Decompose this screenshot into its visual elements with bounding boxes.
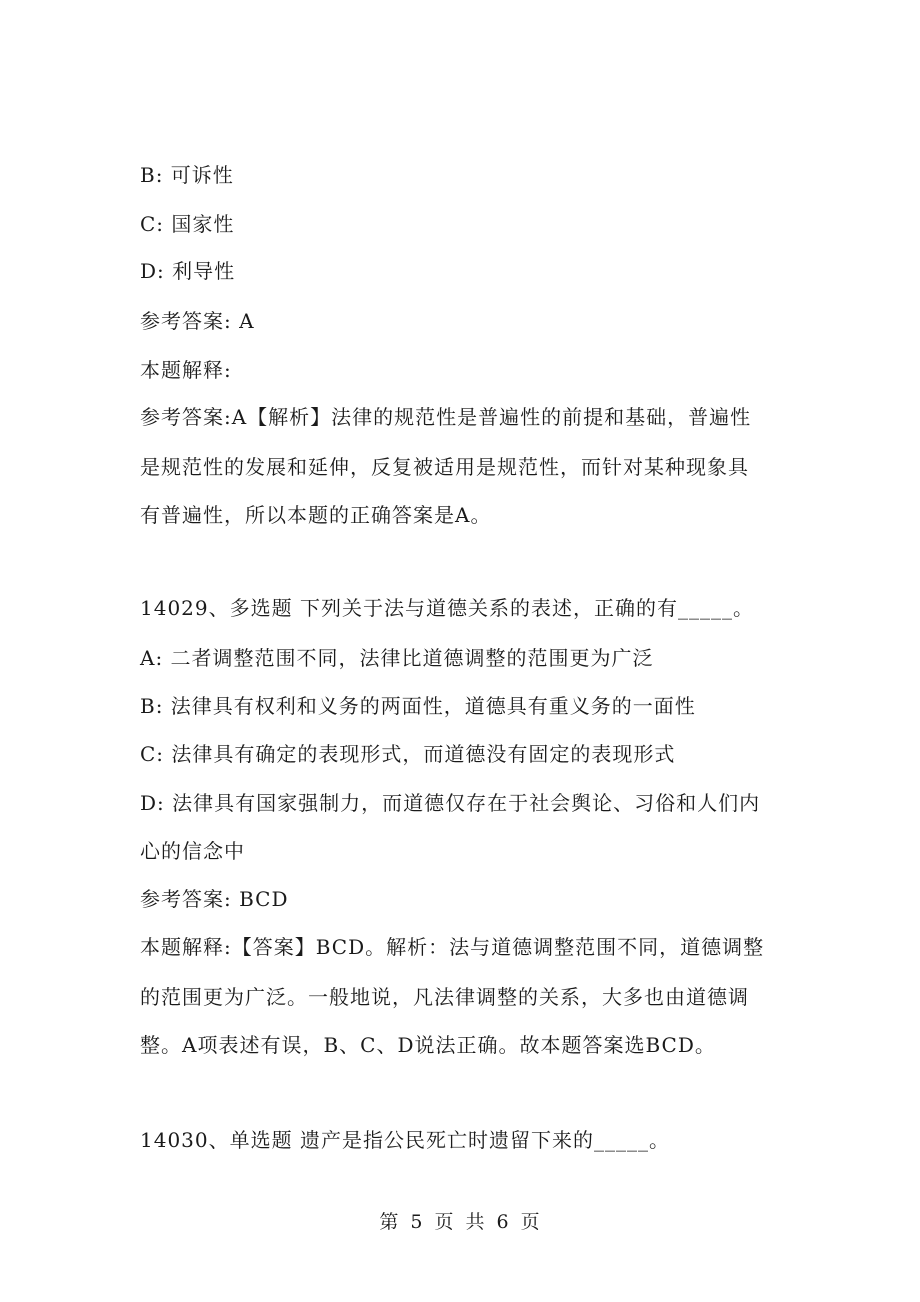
option-d: D: 法律具有国家强制力，而道德仅存在于社会舆论、习俗和人们内	[140, 791, 761, 815]
option-b: B: 法律具有权利和义务的两面性，道德具有重义务的一面性	[140, 694, 696, 718]
explanation-line: 参考答案:A【解析】法律的规范性是普遍性的前提和基础，普遍性	[140, 405, 752, 429]
option-a: A: 二者调整范围不同，法律比道德调整的范围更为广泛	[140, 646, 654, 670]
question-title: 14030、单选题 遗产是指公民死亡时遗留下来的_____。	[140, 1128, 670, 1152]
explanation-line: 是规范性的发展和延伸，反复被适用是规范性，而针对某种现象具	[140, 455, 749, 479]
option-d-continued: 心的信念中	[140, 839, 245, 863]
option-c: C: 国家性	[140, 212, 235, 236]
explanation-label: 本题解释:	[140, 358, 232, 382]
explanation-line: 本题解释:【答案】BCD。解析：法与道德调整范围不同，道德调整	[140, 935, 765, 959]
explanation-line: 的范围更为广泛。一般地说，凡法律调整的关系，大多也由道德调	[140, 985, 749, 1009]
option-c: C: 法律具有确定的表现形式，而道德没有固定的表现形式	[140, 742, 676, 766]
answer-line: 参考答案: A	[140, 309, 255, 333]
question-title: 14029、多选题 下列关于法与道德关系的表述，正确的有_____。	[140, 596, 754, 620]
option-b: B: 可诉性	[140, 163, 234, 187]
page-footer: 第 5 页 共 6 页	[379, 1211, 541, 1233]
explanation-line: 整。A项表述有误，B、C、D说法正确。故本题答案选BCD。	[140, 1033, 716, 1057]
explanation-line: 有普遍性，所以本题的正确答案是A。	[140, 503, 492, 527]
option-d: D: 利导性	[140, 259, 236, 283]
answer-line: 参考答案: BCD	[140, 887, 289, 911]
